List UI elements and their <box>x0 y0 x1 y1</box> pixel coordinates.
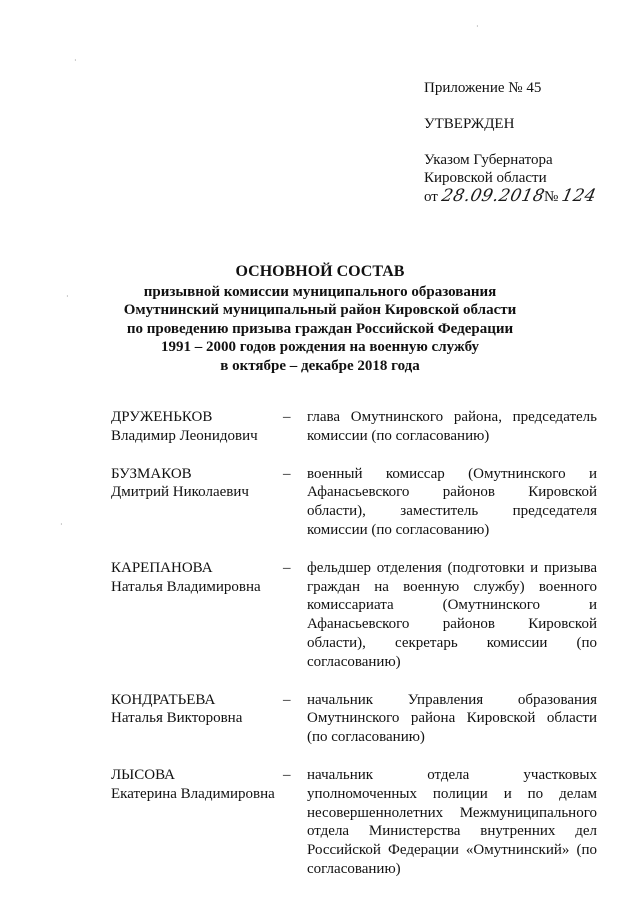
scan-speck: · <box>476 22 479 31</box>
member-role: фельдшер отделения (подготовки и призыва граждан на военную службу) военного комиссариата (Омутнинского и Афанасьевского районов Кировской области), секретарь комиссии (по согласованию) <box>307 559 597 670</box>
appendix-number: Приложение № 45 <box>424 80 542 96</box>
member-row <box>111 465 597 540</box>
member-row <box>111 408 597 446</box>
scan-speck: · <box>60 520 63 529</box>
title-main: ОСНОВНОЙ СОСТАВ <box>235 263 405 280</box>
member-given-name: Владимир Леонидович <box>111 427 258 444</box>
member-given-name: Екатерина Владимировна <box>111 785 275 802</box>
dash-separator: – <box>283 409 291 425</box>
member-given-name: Дмитрий Николаевич <box>111 484 249 501</box>
date-prefix: от <box>424 189 438 205</box>
approved-stamp-text: УТВЕРЖДЕН <box>424 116 515 132</box>
decree-line-1: Указом Губернатора <box>424 152 553 168</box>
member-surname: ЛЫСОВА <box>111 766 175 783</box>
approval-block <box>424 79 599 206</box>
member-role: глава Омутнинского района, председатель комиссии (по согласованию) <box>307 409 597 444</box>
decree-date-line <box>424 186 599 206</box>
member-surname: КАРЕПАНОВА <box>111 559 213 576</box>
title-line: в октябре – декабре 2018 года <box>220 357 420 374</box>
member-given-name: Наталья Владимировна <box>111 578 261 595</box>
member-surname: БУЗМАКОВ <box>111 465 192 482</box>
document-title <box>0 263 640 375</box>
member-row <box>111 691 597 747</box>
member-role: начальник Управления образования Омутнинского района Кировской области (по согласованию) <box>307 691 597 746</box>
member-given-name: Наталья Викторовна <box>111 710 243 727</box>
title-line: призывной комиссии муниципального образования <box>143 283 497 300</box>
member-row <box>111 766 597 879</box>
dash-separator: – <box>283 691 291 708</box>
dash-separator: – <box>283 766 291 783</box>
member-row <box>111 559 597 672</box>
handwritten-date: 28.09.2018 <box>439 186 547 206</box>
scan-speck: · <box>74 56 77 65</box>
member-role: начальник отдела участковых уполномоченных полиции и по делам несовершеннолетних Межмуниципального отдела Министерства внутренних дел Российской Федерации «Омутнинский» (по согласованию) <box>307 766 597 877</box>
number-sign: № <box>543 189 559 205</box>
member-name <box>111 408 283 446</box>
handwritten-number: 124 <box>559 186 599 206</box>
dash-separator: – <box>283 559 291 576</box>
dash-separator: – <box>283 465 291 482</box>
member-surname: ДРУЖЕНЬКОВ <box>111 409 213 425</box>
member-name <box>111 691 283 747</box>
member-role: военный комиссар (Омутнинского и Афанасьевского районов Кировской области), заместитель председателя комиссии (по согласованию) <box>307 465 597 538</box>
member-name <box>111 465 283 540</box>
member-name <box>111 766 283 879</box>
title-line: по проведению призыва граждан Российской Федерации <box>126 320 514 337</box>
member-surname: КОНДРАТЬЕВА <box>111 691 216 708</box>
member-name <box>111 559 283 672</box>
scan-speck: · <box>66 292 69 301</box>
members-list <box>111 408 597 898</box>
title-line: 1991 – 2000 годов рождения на военную службу <box>160 339 480 355</box>
title-line: Омутнинский муниципальный район Кировской области <box>123 302 517 318</box>
decree-line-2: Кировской области <box>424 170 547 186</box>
